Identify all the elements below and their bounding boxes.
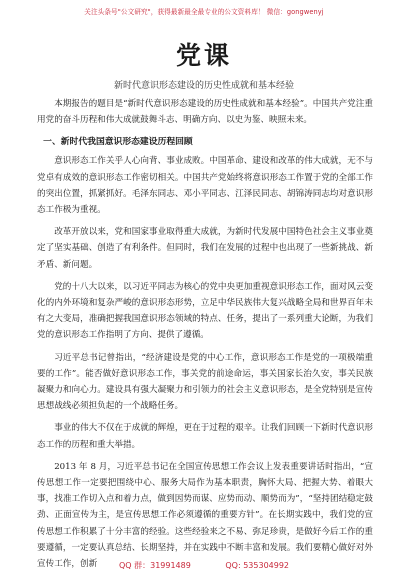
body-paragraph: 党的十八大以来，以习近平同志为核心的党中央更加重视意识形态工作，面对风云变化的内外环境和复杂严峻的意识形态形势，立足中华民族伟大复兴战略全局和世界百年未有之大变局，准确把握我国意识形态领域的特点、任务，提出了一系列重大论断，为我们党的意识形态工作指明了方向、提供了遵循。 — [37, 281, 373, 341]
body-paragraph: 习近平总书记曾指出，“经济建设是党的中心工作，意识形态工作是党的一项极端重要的工作”。能否做好意识形态工作，事关党的前途命运，事关国家长治久安，事关民族凝聚力和向心力。建设具有强大凝聚力和引领力的社会主义意识形态，是全党特别是宣传思想战线必须担负起的一个战略任务。 — [37, 352, 373, 412]
intro-paragraph: 本期报告的题目是“新时代意识形态建设的历史性成就和基本经验”。中国共产党注重用党的奋斗历程和伟大成就鼓舞斗志、明确方向、以史为鉴、映照未来。 — [37, 99, 373, 126]
body-paragraph: 意识形态工作关乎人心向背、事业成败。中国革命、建设和改革的伟大成就，无不与党卓有成效的意识形态工作密切相关。中国共产党始终将意识形态工作置于党的全部工作的突出位置，抓紧抓好。毛泽东同志、邓小平同志、江泽民同志、胡锦涛同志均对意识形态工作极为重视。 — [37, 156, 373, 216]
qq-group-text: QQ 群：31991489 — [118, 561, 191, 570]
body-paragraph: 事业的伟大不仅在于成就的辉煌，更在于过程的艰辛。让我们回顾一下新时代意识形态工作的历程和重大举措。 — [37, 423, 373, 450]
qq-text: QQ: 535304992 — [225, 561, 290, 570]
header-banner: 关注头条号"公文研究"，获得最新最全最专业的公文资料库！ 微信：gongwenyj — [84, 8, 324, 16]
page-title: 党课 — [175, 41, 232, 70]
document-body — [37, 96, 373, 578]
page-subtitle: 新时代意识形态建设的历史性成就和基本经验 — [113, 81, 294, 91]
body-paragraph: 改革开放以来，党和国家事业取得重大成就，为新时代发展中国特色社会主义事业奠定了坚实基础、创造了有利条件。但同时，我们在发展的过程中也出现了一些新挑战、新矛盾、新问题。 — [37, 227, 373, 270]
body-paragraph: 2013 年 8 月，习近平总书记在全国宣传思想工作会议上发表重要讲话时指出，“宣传思想工作一定要把围绕中心、服务大局作为基本职责，胸怀大局、把握大势、着眼大事，找准工作切入点和着力点，做到因势而谋、应势而动、顺势而为”，“坚持团结稳定鼓劲、正面宣传为主，是宣传思想工作必须遵循的重要方针”。在长期实践中，我们党的宣传思想工作积累了十分丰富的经验。这些经验来之不易、弥足珍贵，是做好今后工作的重要遵循，一定要认真总结、长期坚持，并在实践中不断丰富和发展。我们要精心做好对外宣传工作，创新 — [37, 461, 373, 570]
footer-contact — [0, 560, 408, 571]
section-heading: 一、新时代我国意识形态建设历程回顾 — [43, 137, 193, 148]
